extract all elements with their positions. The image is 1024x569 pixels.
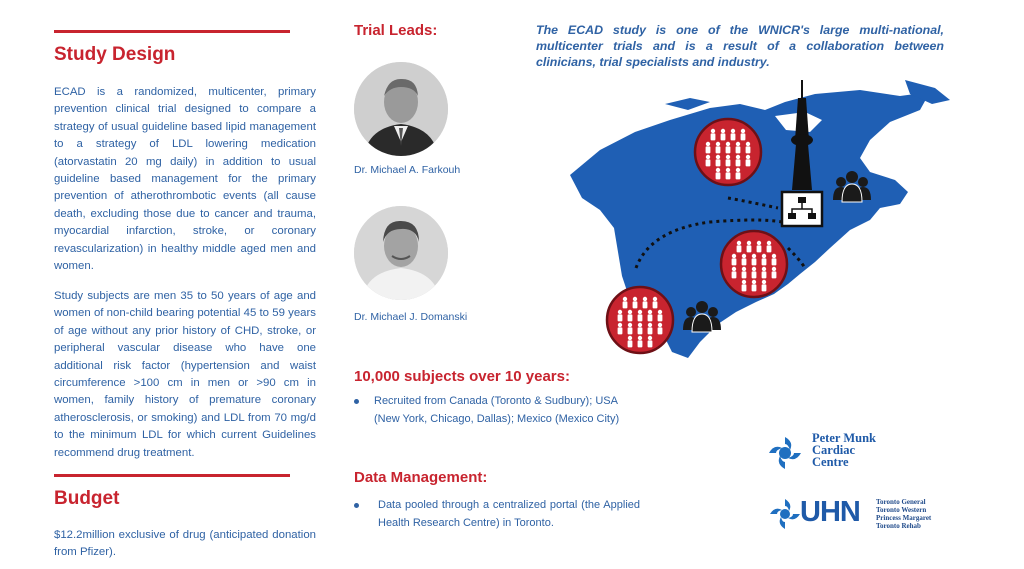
farkouh-name: Dr. Michael A. Farkouh	[354, 164, 461, 176]
subjects-heading: 10,000 subjects over 10 years:	[354, 368, 570, 385]
subjects-bullet-text: Recruited from Canada (Toronto & Sudbury); USA (New York, Chicago, Dallas); Mexico (Mexico City)	[374, 395, 620, 425]
uhn-wordmark: UHN	[800, 496, 860, 528]
participant-group-icon	[607, 287, 673, 353]
pmcc-line-1: Peter Munk	[812, 431, 876, 445]
uhn-site-1: Toronto General	[876, 498, 926, 506]
study-design-heading: Study Design	[54, 44, 176, 65]
pmcc-line-2: Cardiac	[812, 443, 856, 457]
peter-munk-logo	[768, 432, 908, 474]
participant-group-icon	[721, 231, 787, 297]
uhn-site-4: Toronto Rehab	[876, 522, 921, 530]
data-management-bullet-text: Data pooled through a centralized portal (the Applied Health Research Centre) in Toronto.	[378, 499, 640, 529]
budget-heading: Budget	[54, 488, 120, 509]
trial-leads-heading: Trial Leads:	[354, 22, 438, 39]
data-management-heading: Data Management:	[354, 469, 488, 486]
uhn-emblem-icon	[770, 499, 800, 529]
uhn-site-2: Toronto Western	[876, 506, 927, 514]
uhn-logo	[770, 496, 940, 532]
bullet-dot	[354, 503, 359, 508]
study-design-paragraph-2: Study subjects are men 35 to 50 years of age and women of non-child bearing potential 45 to 59 years of age without any prior history of CHD, stroke, or peripheral vascular disease who have one additional risk factor (hypertension and waist circumference >100 cm in men or >90 cm in women, family history of premature coronary atherosclerosis, or smoking) and LDL from 70 mg/d to the minimum LDL for which current Guidelines recommend drug treatment.	[54, 290, 316, 459]
domanski-portrait	[354, 206, 448, 300]
subjects-bullet	[354, 393, 644, 428]
study-design-paragraph-1: ECAD is a randomized, multicenter, primary prevention clinical trial designed to compare a strategy of usual guideline based lipid management to a strategy of LDL lowering medication (atorvastatin 20 mg daily) in addition to usual guideline based management for the primary prevention of atherothrombotic events (all cause death, excluding those due to cancer and trauma, myocardial infarction, stroke, or coronary revascularization) in healthy middle aged men and women.	[54, 86, 316, 273]
bullet-dot	[354, 399, 359, 404]
participant-group-icon	[695, 119, 761, 185]
pmcc-emblem-icon	[768, 436, 802, 470]
pmcc-line-3: Centre	[812, 455, 849, 469]
uhn-site-3: Princess Margaret	[876, 514, 932, 522]
data-management-bullet	[354, 497, 640, 532]
top-rule	[54, 30, 290, 33]
domanski-name: Dr. Michael J. Domanski	[354, 311, 468, 323]
budget-rule	[54, 474, 290, 477]
farkouh-portrait	[354, 62, 448, 156]
intro-statement: The ECAD study is one of the WNICR's large multi-national, multicenter trials and is a result of a collaboration between clinicians, trial specialists and industry.	[536, 23, 944, 69]
budget-text: $12.2million exclusive of drug (anticipated donation from Pfizer).	[54, 529, 316, 559]
north-america-map-illustration	[560, 80, 960, 370]
